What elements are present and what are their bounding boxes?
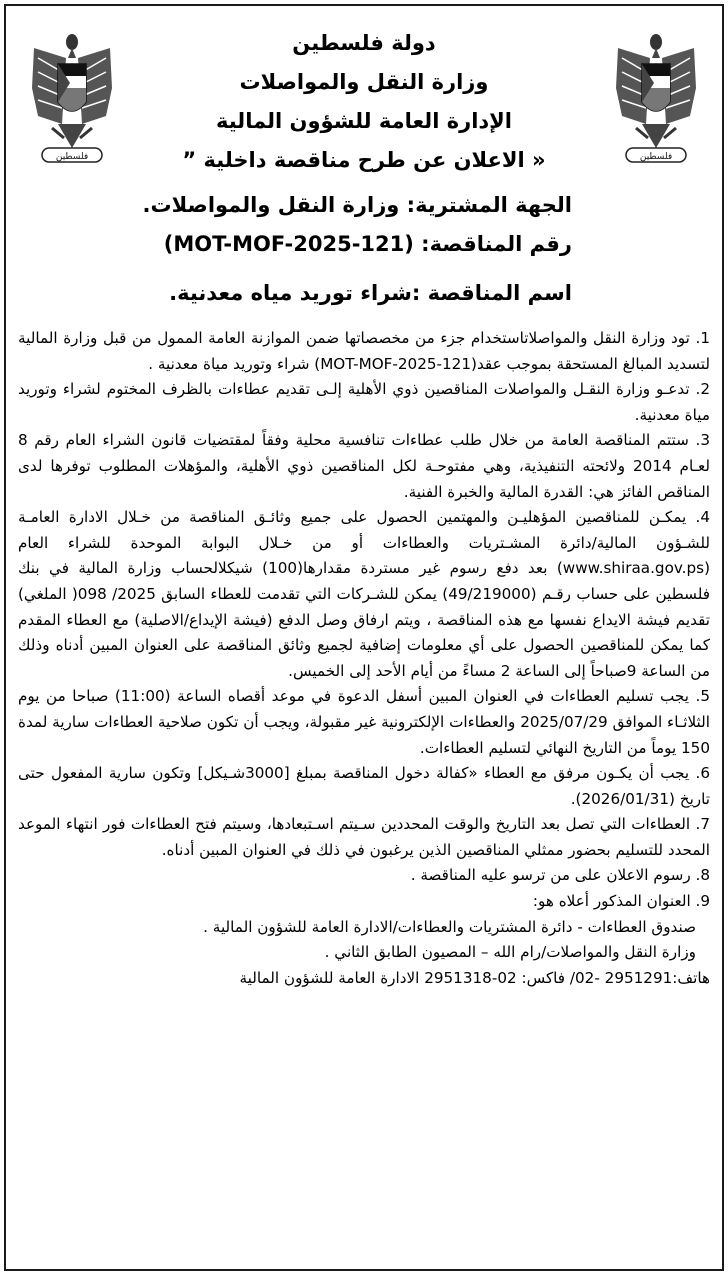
- item-text: تدعـو وزارة النقـل والمواصلات المناقصين ذوي الأهلية إلـى تقديم عطاءات بالظرف المختوم لشراء وتوريد مياة معدنية.: [18, 380, 710, 424]
- item-number: 3.: [695, 431, 710, 450]
- address-line: وزارة النقل والمواصلات/رام الله – المصيون الطابق الثاني .: [324, 943, 696, 962]
- tender-body: [18, 326, 710, 991]
- address-line: صندوق العطاءات - دائرة المشتريات والعطاءات/الادارة العامة للشؤون المالية .: [203, 917, 696, 936]
- item-text: العطاءات التي تصل بعد التاريخ والوقت المحددين سـيتم اسـتبعادها، وسيتم فتح العطاءات فور انتهاء الموعد المحدد للتسليم بحضور ممثلي المناقصين الذين يرغبون في ذلك في العنوان المبين أدناه.: [18, 815, 710, 859]
- item-number: 8.: [695, 866, 710, 885]
- item-text: يجب تسليم العطاءات في العنوان المبين أسفل الدعوة في موعد أقصاه الساعة (11:00) صباحا من يوم الثلاثـاء الموافق 2025/07/29 والعطاءات الإلكترونية غير مقبولة، ويجب أن تكون صلاحية العطاءات سارية لمدة 150 يوماً من التاريخ النهائي لتسليم العطاءات.: [18, 687, 710, 757]
- item-number: 1.: [695, 329, 710, 347]
- list-item: [18, 812, 710, 863]
- palestine-eagle-emblem-right: [612, 28, 700, 168]
- announcement-title: « الاعلان عن طرح مناقصة داخلية ”: [182, 148, 546, 172]
- tender-announcement: [4, 4, 724, 1271]
- list-item: [18, 863, 710, 889]
- tender-number: رقم المناقصة: (MOT-MOF-2025-121): [163, 232, 572, 256]
- list-item: [18, 761, 710, 812]
- item-number: 7.: [695, 815, 710, 834]
- list-item: [18, 889, 710, 915]
- item-text: رسوم الاعلان على من ترسو عليه المناقصة .: [410, 866, 691, 885]
- tender-name: اسم المناقصة :شراء توريد مياه معدنية.: [169, 281, 572, 305]
- emblem-label-right: فلسطين: [639, 152, 673, 162]
- list-item: [18, 377, 710, 428]
- item-text: تود وزارة النقل والمواصلاتاستخدام جزء من مخصصاتها ضمن الموازنة العامة الممول من قبل وزارة المالية لتسديد المبالغ المستحقة بموجب عقد(MOT-MOF-2025-121) شراء وتوريد مياة معدنية .: [18, 329, 710, 373]
- item-number: 4.: [695, 508, 710, 527]
- emblem-label-left: فلسطين: [55, 152, 89, 162]
- item-number: 9.: [695, 892, 710, 911]
- list-item: [18, 326, 710, 377]
- list-item: [18, 505, 710, 684]
- item-text: ستتم المناقصة العامة من خلال طلب عطاءات تنافسية محلية وفقاً لمقتضيات قانون الشراء العام رقم 8 لعـام 2014 ولائحته التنفيذية، وهي مفتوحـة لكل المناقصين ذوي الأهلية، والمؤهلات المطلوب توفرها لدى المناقص الفائز هي: القدرة المالية والخبرة الفنية.: [18, 431, 710, 501]
- buyer: الجهة المشترية: وزارة النقل والمواصلات.: [142, 193, 572, 217]
- tender-meta: [143, 186, 573, 313]
- item-number: 2.: [695, 380, 711, 399]
- state-name: دولة فلسطين: [292, 31, 436, 55]
- item-text: العنوان المذكور أعلاه هو:: [532, 892, 691, 911]
- ministry-name: وزارة النقل والمواصلات: [239, 70, 489, 94]
- department-name: الإدارة العامة للشؤون المالية: [216, 109, 512, 133]
- item-number: 5.: [695, 687, 711, 706]
- palestine-eagle-emblem-left: [28, 28, 116, 168]
- header: [126, 24, 602, 180]
- item-number: 6.: [695, 764, 711, 783]
- eagle-icon: [28, 28, 116, 168]
- item-text: يجب أن يكـون مرفق مع العطاء «كفالة دخول المناقصة بمبلغ [3000شـيكل] وتكون سارية المفعول حتى تاريخ (2026/01/31).: [18, 764, 710, 808]
- eagle-icon: [612, 28, 700, 168]
- list-item: [18, 428, 710, 505]
- item-text: يمكـن للمناقصين المؤهليـن والمهتمين الحصول على جميع وثائـق المناقصة من خـلال الادارة العامـة للشـؤون المالية/دائرة المشـتريات والعطاءات أو من خـلال البوابة الموحدة للشراء العام (www.shiraa.gov.ps) بعد دفع رسوم غير مستردة مقدارها(100) شيكلالحساب وزارة المالية في بنك فلسطين على حساب رقـم (49/219000) يمكن للشـركات التي تقدمت للعطاء السابق 2025/ 098( الملغي) تقديم فيشة الايداع نفسها مع هذه المناقصة ، ويتم ارفاق وصل الدفع (فيشة الإيداع/الاصلية) مع العطاء المقدم كما يمكن للمناقصين الحصول على أي معلومات إضافية لجميع وثائق المناقصة على العنوان المبين أدناه وذلك من الساعة 9صباحاً إلى الساعة 2 مساءً من أيام الأحد إلى الخميس.: [18, 508, 710, 680]
- list-item: [18, 684, 710, 761]
- contact-line: هاتف:2951291 -02/ فاكس: 02-2951318 الادارة العامة للشؤون المالية: [239, 968, 710, 987]
